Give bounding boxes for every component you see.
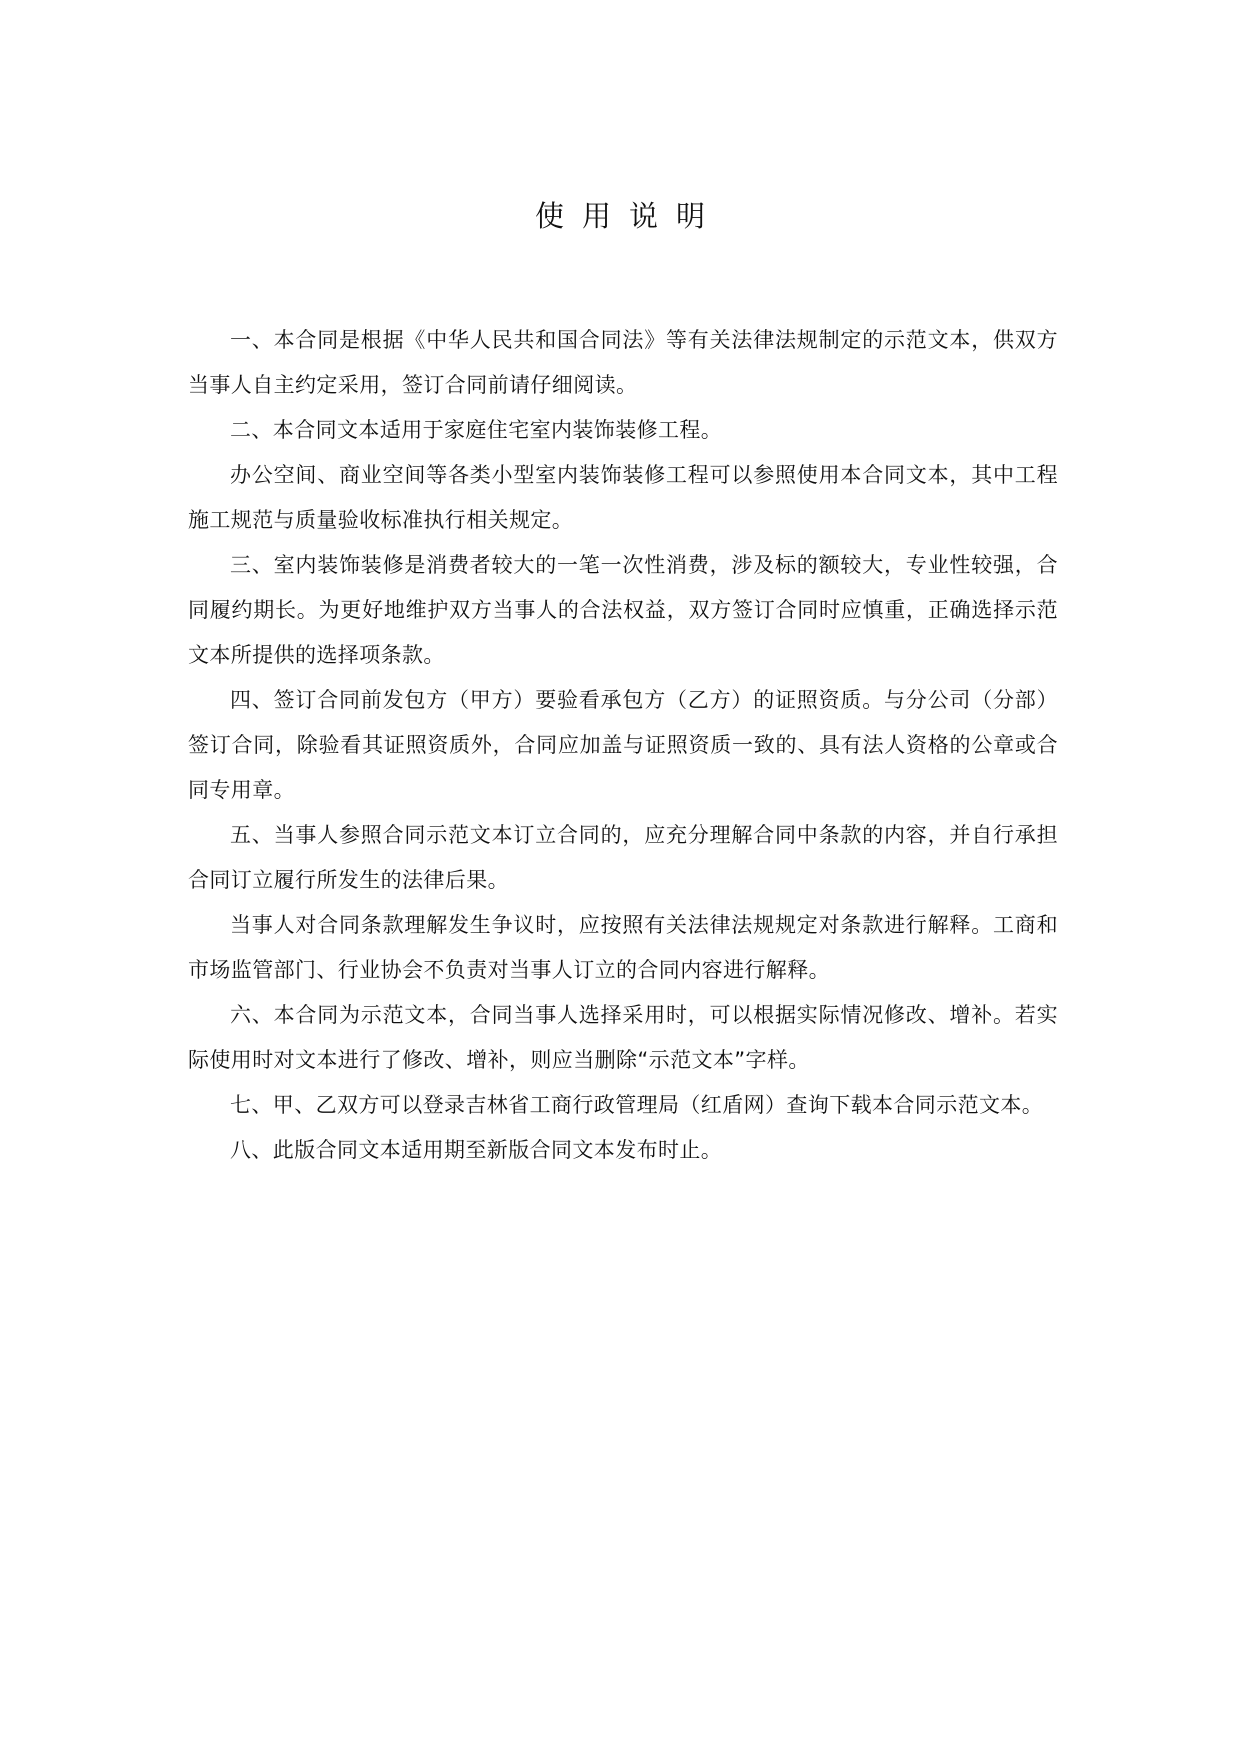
paragraph-10: 八、此版合同文本适用期至新版合同文本发布时止。 [230, 1138, 723, 1162]
document-body [188, 318, 1058, 1173]
paragraph-1: 一、本合同是根据《中华人民共和国合同法》等有关法律法规制定的示范文本，供双方当事人自主约定采用，签订合同前请仔细阅读。 [188, 328, 1058, 397]
paragraph-4: 三、室内装饰装修是消费者较大的一笔一次性消费，涉及标的额较大，专业性较强，合同履约期长。为更好地维护双方当事人的合法权益，双方签订合同时应慎重，正确选择示范文本所提供的选择项条款。 [188, 553, 1058, 667]
paragraph-6: 五、当事人参照合同示范文本订立合同的，应充分理解合同中条款的内容，并自行承担合同订立履行所发生的法律后果。 [188, 823, 1058, 892]
page-title: 使用说明 [534, 199, 723, 233]
paragraph-3: 办公空间、商业空间等各类小型室内装饰装修工程可以参照使用本合同文本，其中工程施工规范与质量验收标准执行相关规定。 [188, 463, 1058, 532]
paragraph-2: 二、本合同文本适用于家庭住宅室内装饰装修工程。 [230, 418, 723, 442]
paragraph-9: 七、甲、乙双方可以登录吉林省工商行政管理局（红盾网）查询下载本合同示范文本。 [230, 1093, 1044, 1117]
paragraph-8: 六、本合同为示范文本，合同当事人选择采用时，可以根据实际情况修改、增补。若实际使用时对文本进行了修改、增补，则应当删除“示范文本”字样。 [188, 1003, 1058, 1072]
paragraph-5: 四、签订合同前发包方（甲方）要验看承包方（乙方）的证照资质。与分公司（分部）签订合同，除验看其证照资质外，合同应加盖与证照资质一致的、具有法人资格的公章或合同专用章。 [188, 688, 1058, 802]
paragraph-7: 当事人对合同条款理解发生争议时，应按照有关法律法规规定对条款进行解释。工商和市场监管部门、行业协会不负责对当事人订立的合同内容进行解释。 [188, 913, 1058, 982]
